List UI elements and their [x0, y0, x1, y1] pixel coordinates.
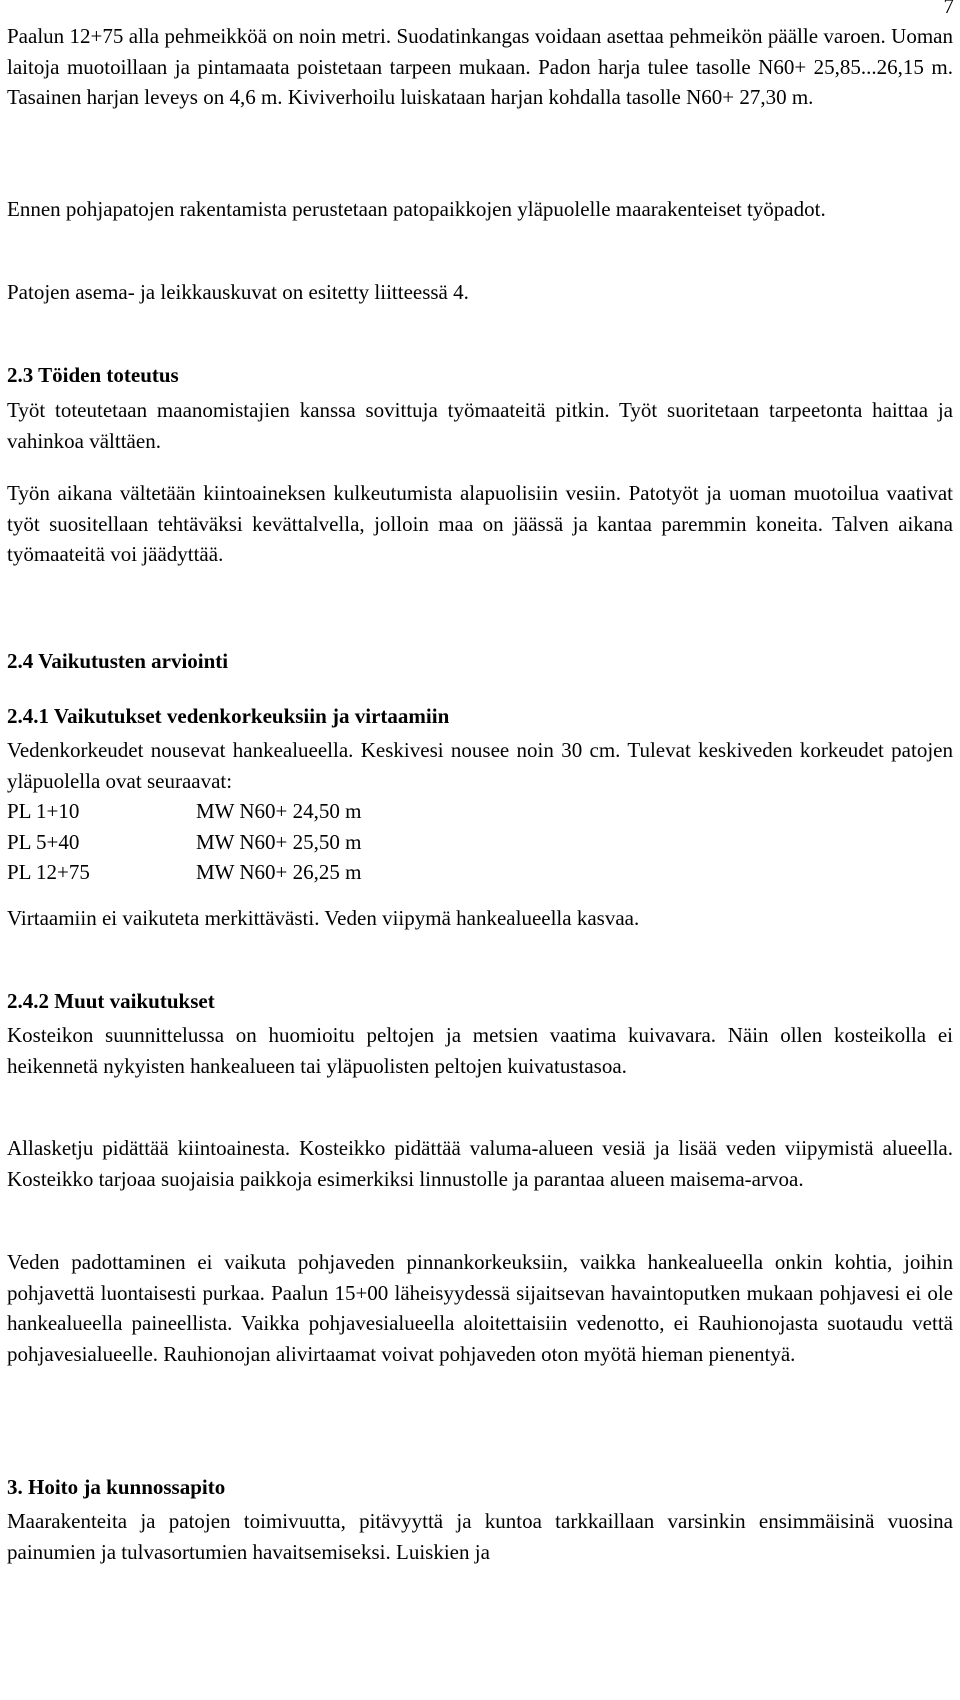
heading-2-3: 2.3 Töiden toteutus [7, 363, 179, 387]
station-cell: PL 5+40 [7, 829, 80, 854]
level-cell: MW N60+ 26,25 m [196, 860, 362, 884]
paragraph-work-season: Työn aikana vältetään kiintoaineksen kulkeutumista alapuolisiin vesiin. Patotyöt ja uoman muotoilua vaativat työt suositellaan tehtäväksi kevättalvella, jolloin maa on jäässä ja kantaa paremmin koneita. Talven aikana työmaateitä voi jäädyttää. [7, 481, 953, 566]
table-row [7, 827, 361, 858]
paragraph-temporary-dams: Ennen pohjapatojen rakentamista perustetaan patopaikkojen yläpuolelle maarakenteiset työpadot. [7, 197, 826, 221]
heading-2-4-1: 2.4.1 Vaikutukset vedenkorkeuksiin ja virtaamiin [7, 704, 450, 728]
paragraph-drainage: Kosteikon suunnittelussa on huomioitu peltojen ja metsien vaatima kuivavara. Näin ollen kosteikolla ei heikennetä nykyisten hankealueen tai yläpuolisten peltojen kuivatustasoa. [7, 1023, 953, 1078]
level-cell: MW N60+ 25,50 m [196, 829, 362, 854]
paragraph-groundwater: Veden padottaminen ei vaikuta pohjaveden pinnankorkeuksiin, vaikka hankealueella onkin kohtia, joihin pohjavettä luontaisesti purkaa. Paalun 15+00 läheisyydessä sijaitsevan havaintoputken mukaan pohjavesi ei ole hankealueella paineellista. Vaikka pohjavesialueella aloitettaisiin vedenotto, ei Rauhionojasta suotaudu vettä pohjavesialueelle. Rauhionojan alivirtaamat voivat pohjaveden oton myötä hieman pienentyä. [7, 1250, 953, 1366]
paragraph-maintenance: Maarakenteita ja patojen toimivuutta, pitävyyttä ja kuntoa tarkkaillaan varsinkin ensimmäisinä vuosina painumien ja tulvasortumien havaitsemiseksi. Luiskien ja [7, 1509, 953, 1564]
paragraph-dam-construction: Paalun 12+75 alla pehmeikköä on noin metri. Suodatinkangas voidaan asettaa pehmeikön päälle varoen. Uoman laitoja muotoillaan ja pintamaata poistetaan tarpeen mukaan. Padon harja tulee tasolle N60+ 25,85...26,15 m. Tasainen harjan leveys on 4,6 m. Kiviverhoilu luiskataan harjan kohdalla tasolle N60+ 27,30 m. [7, 24, 953, 109]
heading-2-4: 2.4 Vaikutusten arviointi [7, 649, 229, 673]
heading-2-4-2: 2.4.2 Muut vaikutukset [7, 989, 215, 1013]
paragraph-appendix-reference: Patojen asema- ja leikkauskuvat on esitetty liitteessä 4. [7, 280, 469, 304]
table-row [7, 857, 361, 888]
page-number: 7 [943, 0, 954, 18]
water-level-table [7, 796, 361, 888]
paragraph-work-roads: Työt toteutetaan maanomistajien kanssa sovittuja työmaateitä pitkin. Työt suoritetaan tarpeetonta haittaa ja vahinkoa välttäen. [7, 398, 953, 453]
station-cell: PL 12+75 [7, 860, 90, 884]
paragraph-discharge: Virtaamiin ei vaikuteta merkittävästi. Veden viipymä hankealueella kasvaa. [7, 906, 640, 930]
paragraph-sediment: Allasketju pidättää kiintoainesta. Kosteikko pidättää valuma-alueen vesiä ja lisää veden viipymistä alueella. Kosteikko tarjoaa suojaisia paikkoja esimerkiksi linnustolle ja parantaa alueen maisema-arvoa. [7, 1136, 953, 1191]
table-row [7, 796, 361, 827]
station-cell: PL 1+10 [7, 799, 80, 823]
paragraph-water-levels: Vedenkorkeudet nousevat hankealueella. Keskivesi nousee noin 30 cm. Tulevat keskiveden korkeudet patojen yläpuolella ovat seuraavat: [7, 738, 953, 793]
level-cell: MW N60+ 24,50 m [196, 799, 362, 823]
heading-3: 3. Hoito ja kunnossapito [7, 1475, 226, 1499]
